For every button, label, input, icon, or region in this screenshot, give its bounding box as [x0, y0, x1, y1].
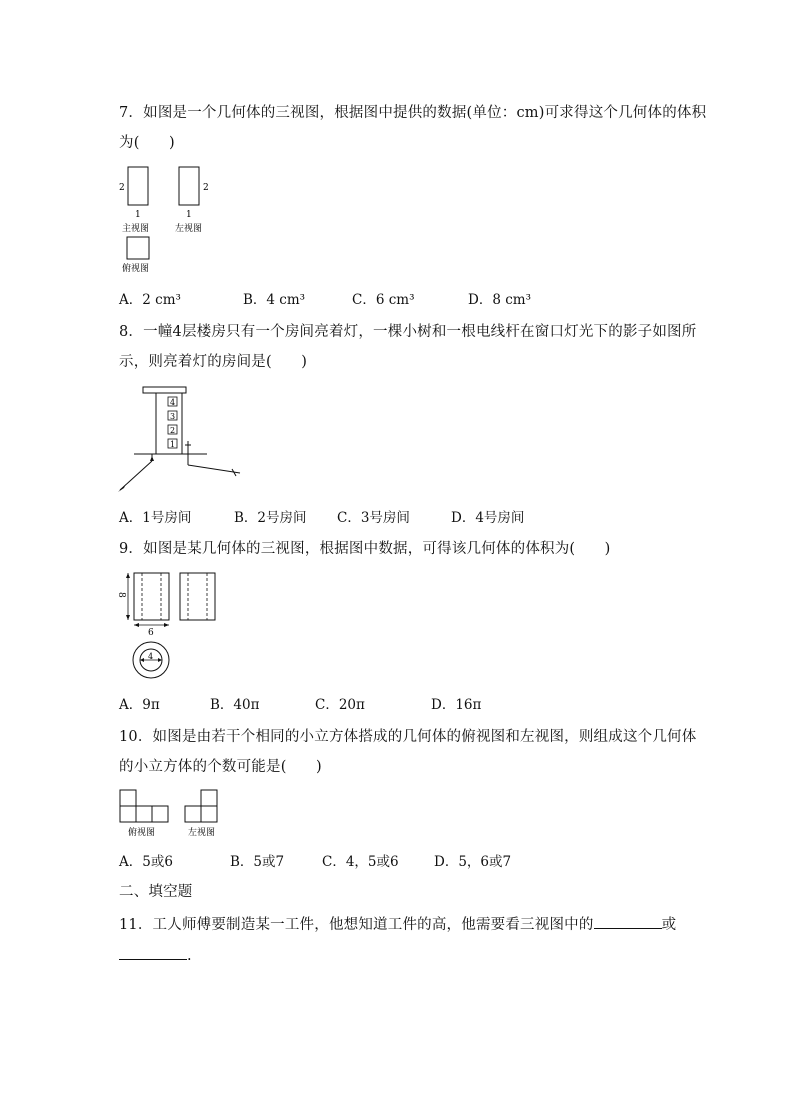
q7-option-a[interactable]: A．2 cm³ [119, 292, 181, 308]
q11-text-or: 或 [661, 917, 677, 933]
q9-front-view-rect [134, 573, 169, 620]
q8-room-3-label: 3 [170, 412, 176, 421]
q8-room-2-label: 2 [170, 426, 176, 435]
q8-text-line2: 示，则亮着灯的房间是( ) [119, 354, 308, 370]
q10-text-line1: 10．如图是由若干个相同的小立方体搭成的几何体的俯视图和左视图，则组成这个几何体 [119, 729, 697, 745]
q10-top-view-label: 俯视图 [128, 828, 156, 838]
q7-front-view-label: 主视图 [122, 224, 150, 234]
q11-text-part1: 11．工人师傅要制造某一工件，他想知道工件的高，他需要看三视图中的 [119, 917, 594, 933]
q8-option-b[interactable]: B．2号房间 [234, 510, 307, 526]
q8-option-d[interactable]: D．4号房间 [451, 510, 525, 526]
q9-width-label: 6 [148, 628, 154, 638]
q7-text-line2: 为( ) [119, 135, 175, 151]
q10-views-figure [112, 786, 232, 842]
q8-option-a[interactable]: A．1号房间 [119, 510, 192, 526]
q7-left-height-label: 2 [203, 183, 209, 193]
q7-three-view-figure [112, 162, 222, 277]
q11-blank-1[interactable] [594, 914, 662, 929]
q9-option-c[interactable]: C．20π [315, 697, 365, 713]
q9-inner-label: 4 [148, 652, 154, 661]
q10-option-c[interactable]: C．4，5或6 [322, 854, 399, 870]
q9-option-d[interactable]: D．16π [431, 697, 482, 713]
q8-text-line1: 8．一幢4层楼房只有一个房间亮着灯，一棵小树和一根电线杆在窗口灯光下的影子如图所 [119, 324, 697, 340]
q9-height-label: 8 [116, 592, 126, 598]
q9-three-view-figure [112, 568, 232, 686]
q9-option-a[interactable]: A．9π [119, 697, 160, 713]
q11-period: . [187, 948, 192, 964]
q11-text-line1 [119, 914, 676, 935]
q11-blank-2[interactable] [119, 945, 187, 960]
q9-option-b[interactable]: B．40π [210, 697, 260, 713]
q9-left-view-rect [180, 573, 215, 620]
q8-room-1-label: 1 [170, 440, 176, 449]
q11-text-line2 [119, 945, 192, 966]
q7-option-c[interactable]: C．6 cm³ [352, 292, 415, 308]
q10-text-line2: 的小立方体的个数可能是( ) [119, 759, 322, 775]
section-heading-fill-blank: 二、填空题 [119, 884, 193, 900]
q7-option-b[interactable]: B．4 cm³ [243, 292, 306, 308]
q7-option-d[interactable]: D．8 cm³ [468, 292, 531, 308]
q7-text-line1: 7．如图是一个几何体的三视图，根据图中提供的数据(单位：cm)可求得这个几何体的体积 [119, 105, 707, 121]
q9-text-line1: 9．如图是某几何体的三视图，根据图中数据，可得该几何体的体积为( ) [119, 541, 611, 557]
q8-option-c[interactable]: C．3号房间 [337, 510, 410, 526]
q7-front-width-label: 1 [135, 210, 141, 220]
q10-option-d[interactable]: D．5，6或7 [434, 854, 512, 870]
q7-left-view-label: 左视图 [175, 224, 203, 234]
q8-roof [143, 387, 186, 393]
q7-top-view-rect [127, 237, 149, 259]
q7-front-view-rect [128, 167, 148, 205]
q7-top-view-label: 俯视图 [122, 264, 150, 274]
q8-building-shadow-figure [112, 383, 252, 495]
q10-left-view-label: 左视图 [188, 828, 216, 838]
q10-option-b[interactable]: B．5或7 [230, 854, 285, 870]
q7-left-view-rect [179, 167, 199, 205]
q10-option-a[interactable]: A．5或6 [119, 854, 173, 870]
q7-front-height-label: 2 [119, 183, 125, 193]
q8-room-4-label: 4 [170, 398, 176, 407]
q7-left-width-label: 1 [186, 210, 192, 220]
